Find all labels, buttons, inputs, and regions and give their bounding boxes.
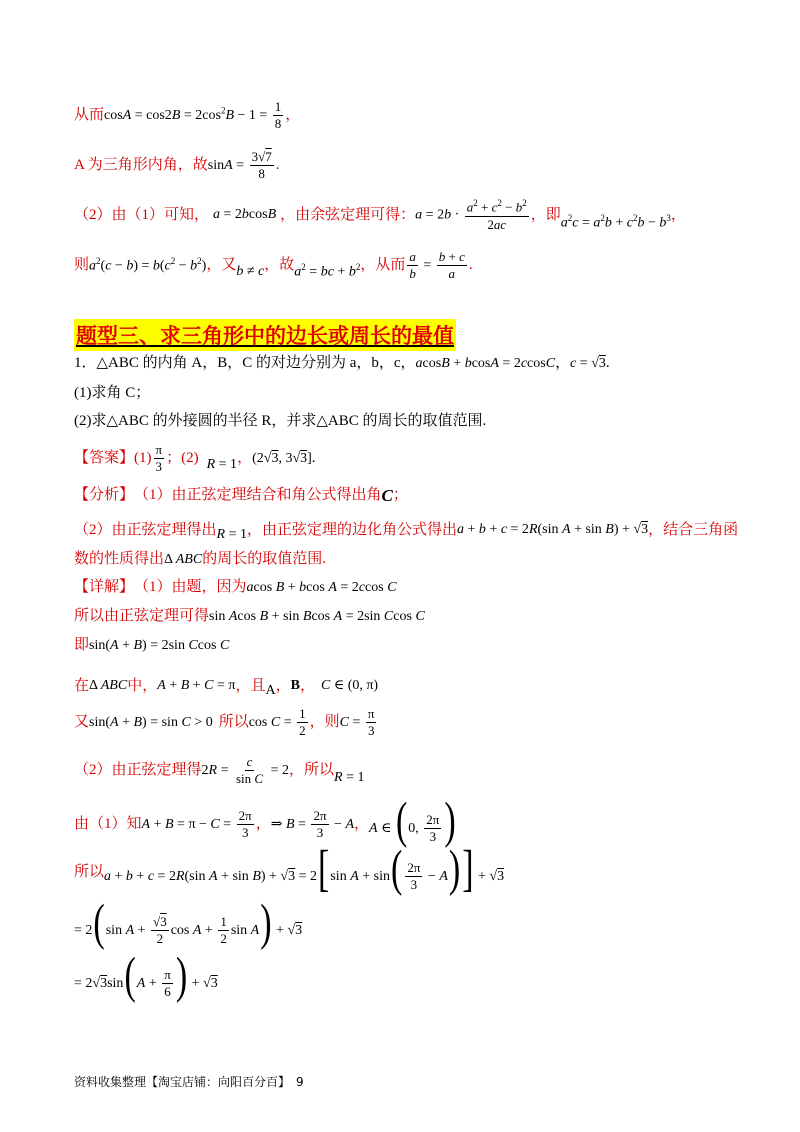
formula: = 2√3sin(A + $\frac{\pi}{6}$ ) + √3	[74, 948, 218, 1004]
text: 所以由正弦定理可得	[74, 608, 210, 624]
formula: a + b + c = 2R(sin A + sin B) + √3	[457, 522, 649, 537]
text: 的周长的取值范围.	[202, 551, 326, 567]
formula: = 2(sin A + $\frac{√3}{2}$ cos A + $\frac{1}{2}$ sin A) + √3	[74, 895, 303, 951]
line-part2: （2）由（1）可知， a = 2bcosB ，由余弦定理可得： a = 2b · $\frac{a^2 + c^2 - b^2}{2ac}$ ，即 $a^2c = a^2b + c^2b - b^3$ ，	[74, 198, 686, 232]
line-derive: 则 $a^2(c - b) = b(c^2 - b^2)$ ，又 b ≠ c ，故 $a^2$ = bc + $b^2$ ，从而 $\frac{a}{b}$ = $\frac{b + c}{a}$ .	[74, 249, 473, 282]
text: ，即	[530, 206, 561, 223]
formula-cosine: a = 2b · $\frac{a^2 + c^2 - b^2}{2ac}$	[415, 198, 527, 232]
text: 则	[74, 257, 90, 274]
formula: A + B + C = π	[157, 678, 236, 693]
formula: 2R = $\frac{c}{\text{sin C}}$ = 2	[201, 754, 289, 787]
text: ，所以	[288, 762, 334, 779]
formula: b ≠ c	[236, 263, 265, 279]
detail-1	[74, 580, 397, 595]
text: （1）由题，因为	[134, 579, 247, 595]
formula-cosA: $\cos A = \cos 2B = 2\cos^2B - 1$ = $\frac{1}{8}$	[104, 99, 282, 132]
text: ，结合三角函	[648, 521, 739, 538]
answer-label: 【答案】	[74, 450, 135, 467]
formula: cos C = $\frac{1}{2}$	[248, 706, 306, 739]
text: 所以	[74, 864, 105, 881]
answer-line: 【答案】 (1) $\frac{\pi}{3}$ ；(2) R = 1 ， (2√3, 3√3] .	[74, 442, 316, 475]
text: 所以	[218, 714, 249, 731]
text: 1．△ABC 的内角 A，B，C 的对边分别为 a，b，c，	[74, 355, 416, 371]
formula: (2√3, 3√3]	[252, 450, 312, 466]
text: ，从而	[360, 257, 406, 274]
formula: a + b + c = 2R(sin A + sin B) + √3 = 2[sin A + sin( $\frac{2\pi}{3}$ − A)] + √3	[104, 841, 505, 897]
detail-2	[74, 609, 425, 624]
formula: R = 1	[206, 456, 238, 472]
section-heading: 题型三、求三角形中的边长或周长的最值	[74, 319, 456, 351]
text: ，且	[235, 677, 266, 694]
detail-5	[74, 707, 378, 739]
detail-6	[74, 755, 364, 787]
detail-label: 【详解】	[74, 579, 135, 595]
formula: c = √3	[570, 355, 606, 371]
text: （1）由正弦定理结合和角公式得出角	[134, 487, 382, 503]
formula: A + B = π − C = $\frac{2\pi}{3}$	[141, 807, 252, 841]
footer: 资料收集整理【淘宝店铺：向阳百分百】 9	[74, 1075, 304, 1089]
formula: sin Acos B + sin Bcos A = 2sin Ccos C	[209, 608, 425, 624]
text: （2）由正弦定理得出	[74, 521, 217, 538]
formula: R = 1	[334, 769, 365, 785]
text: 数的性质得出	[74, 551, 165, 567]
detail-7: 由（1）知 A + B = π − C = $\frac{2\pi}{3}$ ， ⇒ B = $\frac{2\pi}{3}$ − A ， A ∈ (0, $\frac{2\pi}{3}$ )	[74, 793, 456, 849]
detail-3	[74, 638, 229, 653]
text: ，由正弦定理的边化角公式得出	[246, 521, 457, 538]
text: 即	[74, 637, 90, 653]
text: （2）由（1）可知，	[74, 206, 210, 223]
line-cosA: 从而 $\cos A = \cos 2B = 2\cos^2B - 1$ = $\frac{1}{8}$ ，	[74, 99, 301, 132]
formula: ⇒ B = $\frac{2\pi}{3}$ − A	[270, 807, 354, 841]
formula: C = $\frac{\pi}{3}$	[339, 706, 375, 739]
line-sinA: A 为三角形内角，故 sinA = $\frac{3√7}{8}$ .	[74, 149, 280, 182]
text: ；(2)	[166, 450, 199, 467]
text: 由（1）知	[74, 816, 142, 833]
text: (1)	[134, 450, 152, 467]
analysis-2	[74, 518, 738, 542]
analysis-1: 【分析】 （1）由正弦定理结合和角公式得出角 C ；	[74, 486, 408, 505]
formula: a = 2bcosB	[213, 207, 277, 223]
text: 在	[74, 677, 90, 694]
text: ，故	[264, 257, 295, 274]
text: （2）由正弦定理得	[74, 762, 202, 779]
formula: acos B + bcos A = 2ccos C	[246, 579, 397, 595]
formula: C ∈ (0, π)	[320, 678, 379, 693]
text: ，则	[309, 714, 340, 731]
text: ，又	[206, 257, 237, 274]
formula: $a^2c = a^2b + c^2b - b^3$	[560, 213, 671, 231]
detail-10	[74, 948, 218, 1004]
formula: A ∈ (0, $\frac{2\pi}{3}$ )	[369, 793, 456, 849]
detail-4: 在 Δ ABC 中， A + B + C = π ，且 A ， B ， C ∈ (0, π)	[74, 677, 379, 698]
problem-stem: 1．△ABC 的内角 A，B，C 的对边分别为 a，b，c， acosB + bcosA = 2ccosC ， c = √3 .	[74, 355, 610, 371]
text: 又	[74, 714, 90, 731]
formula: $a^2(c - b) = b(c^2 - b^2)$	[89, 256, 207, 275]
formula: sin(A + B) = sin C > 0	[89, 714, 213, 730]
formula: $\frac{a}{b}$ = $\frac{b + c}{a}$	[409, 249, 465, 282]
question-2: (2)求△ABC 的外接圆的半径 R，并求△ABC 的周长的取值范围.	[74, 413, 487, 429]
formula: R = 1	[216, 527, 247, 542]
formula: acosB + bcosA = 2ccosC	[415, 355, 556, 371]
formula-sinA: sinA = $\frac{3√7}{8}$	[207, 149, 272, 182]
text: 中，	[127, 677, 158, 694]
question-1: (1)求角 C；	[74, 385, 151, 401]
formula: $\frac{\pi}{3}$	[155, 442, 163, 475]
formula: sin(A + B) = 2sin Ccos C	[89, 637, 230, 653]
formula: Δ ABC	[89, 678, 128, 693]
detail-9	[74, 895, 303, 951]
text: ，由余弦定理可得：	[280, 206, 416, 223]
formula: Δ ABC	[164, 551, 203, 567]
formula: $a^2$ = bc + $b^2$	[294, 262, 361, 281]
text: 从而	[74, 107, 105, 124]
analysis-label: 【分析】	[74, 487, 135, 503]
text: A 为三角形内角，故	[74, 157, 208, 174]
analysis-3	[74, 552, 326, 567]
detail-8	[74, 841, 505, 897]
